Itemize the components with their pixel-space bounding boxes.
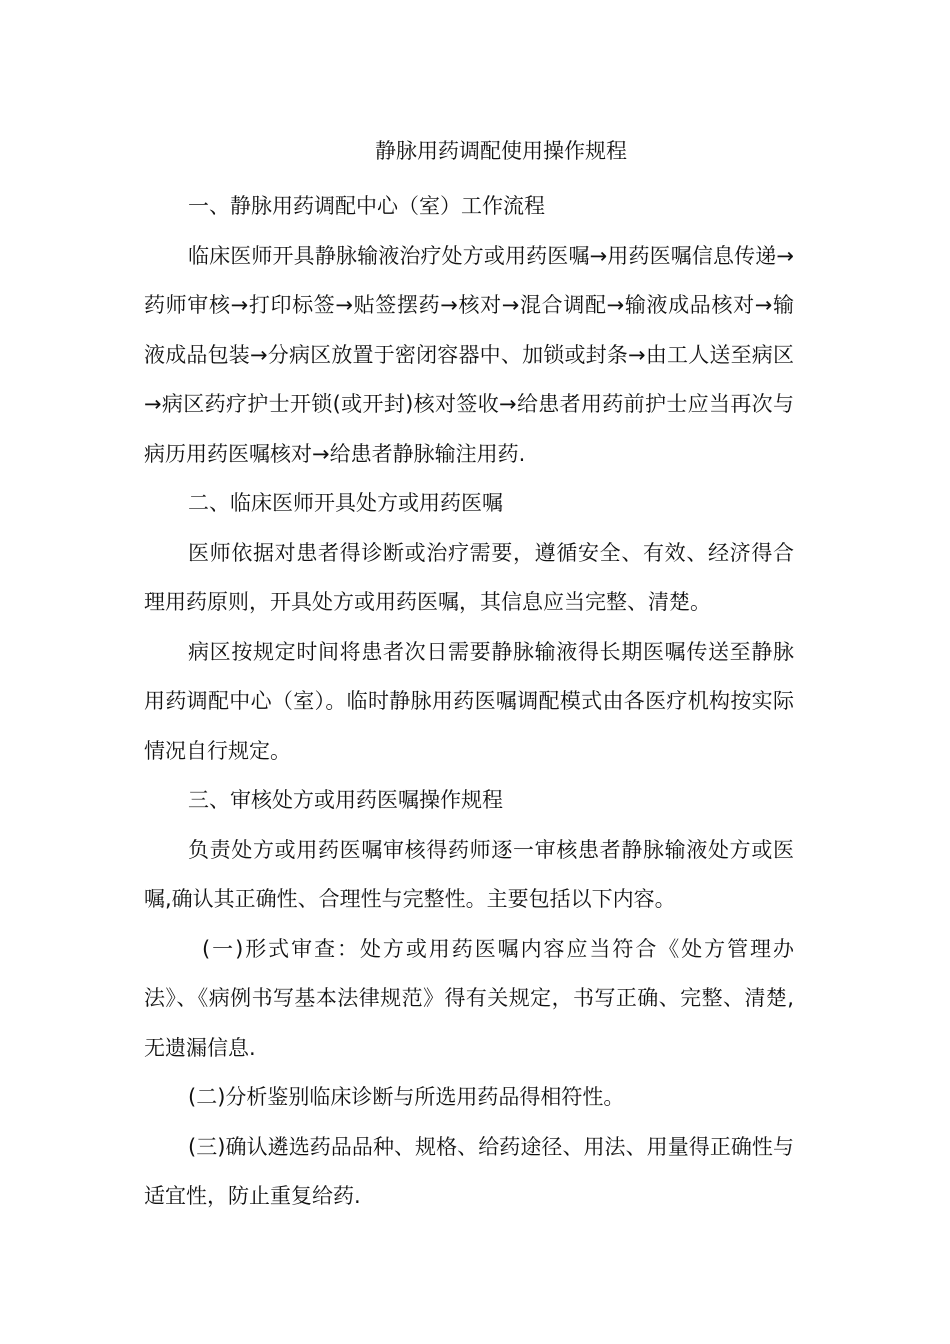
document-body [144,182,794,1222]
paragraph-ward-orders: 病区按规定时间将患者次日需要静脉输液得长期医嘱传送至静脉用药调配中心（室）。临时静脉用药医嘱调配模式由各医疗机构按实际情况自行规定。 [144,639,794,763]
paragraph-review: 负责处方或用药医嘱审核得药师逐一审核患者静脉输液处方或医嘱,确认其正确性、合理性与完整性。主要包括以下内容。 [144,837,794,911]
paragraph-review-item-2: (二)分析鉴别临床诊断与所选用药品得相符性。 [188,1085,625,1109]
paragraph-review-item-3: (三)确认遴选药品品种、规格、给药途径、用法、用量得正确性与适宜性，防止重复给药. [144,1134,794,1208]
paragraph-prescribing: 医师依据对患者得诊断或治疗需要，遵循安全、有效、经济得合理用药原则，开具处方或用药医嘱，其信息应当完整、清楚。 [144,540,794,614]
paragraph-review-item-1: (一)形式审查：处方或用药医嘱内容应当符合《处方管理办法》、《病例书写基本法律规范》得有关规定，书写正确、完整、清楚,无遗漏信息. [144,936,794,1060]
paragraph-workflow: 临床医师开具静脉输液治疗处方或用药医嘱→用药医嘱信息传递→药师审核→打印标签→贴签摆药→核对→混合调配→输液成品核对→输液成品包装→分病区放置于密闭容器中、加锁或封条→由工人送至病区→病区药疗护士开锁(或开封)核对签收→给患者用药前护士应当再次与病历用药医嘱核对→给患者静脉输注用药. [144,243,794,466]
document-title: 静脉用药调配使用操作规程 [375,139,627,163]
section-heading-1: 一、静脉用药调配中心（室）工作流程 [188,194,545,218]
section-heading-2: 二、临床医师开具处方或用药医嘱 [188,491,503,515]
section-heading-3: 三、审核处方或用药医嘱操作规程 [188,788,503,812]
